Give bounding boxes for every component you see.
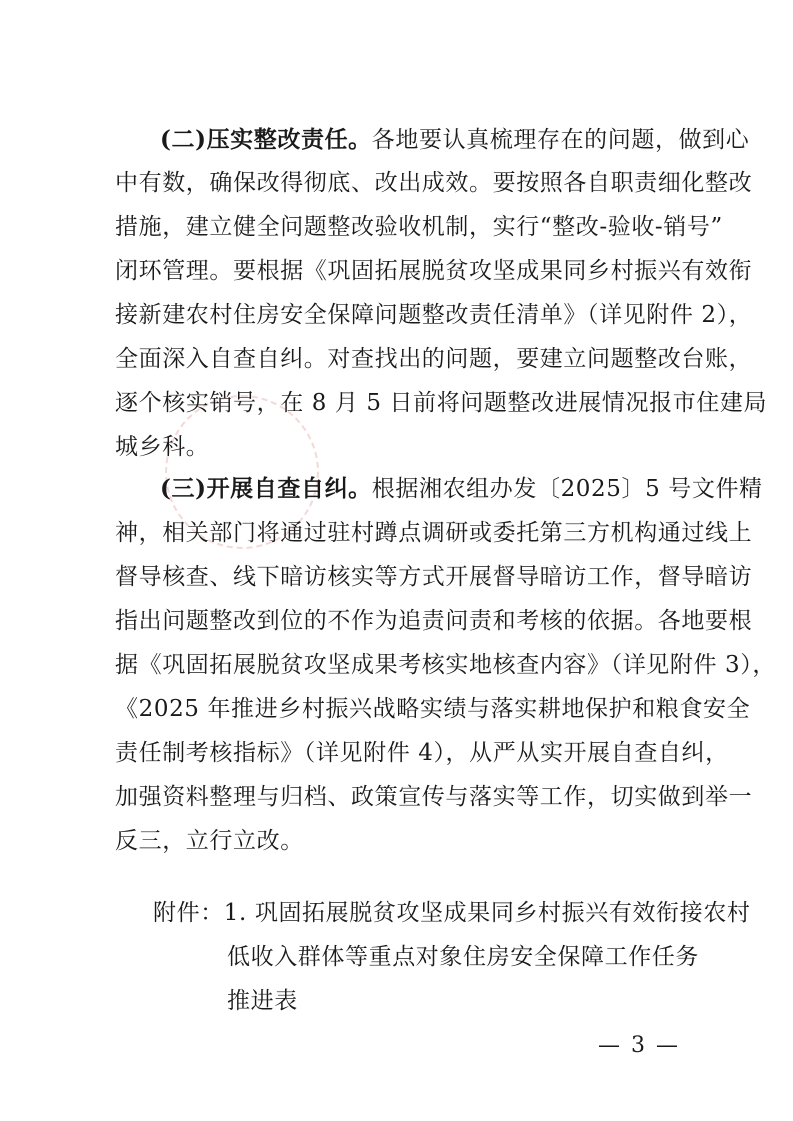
para2-line-1-text: 各地要认真梳理存在的问题，做到心: [371, 127, 750, 153]
attachment-line-1: 附件：1. 巩固拓展脱贫攻坚成果同乡村振兴有效衔接农村: [153, 900, 751, 926]
para3-line-9: 反三，立行立改。: [115, 828, 304, 854]
para3-line-8: 加强资料整理与归档、政策宣传与落实等工作，切实做到举一: [115, 784, 753, 810]
para2-line-3: 措施，建立健全问题整改验收机制，实行“整改-验收-销号”: [115, 214, 723, 240]
para2-heading: (二)压实整改责任。: [160, 126, 372, 153]
para3-line-4: 指出问题整改到位的不作为追责问责和考核的依据。各地要根: [115, 608, 753, 634]
para3-line-1-text: 根据湘农组办发〔2025〕5 号文件精: [371, 476, 763, 502]
attachment-line-3: 推进表: [227, 988, 298, 1014]
para2-line-2: 中有数，确保改得彻底、改出成效。要按照各自职责细化整改: [115, 170, 753, 196]
para3-line-6: 《2025 年推进乡村振兴战略实绩与落实耕地保护和粮食安全: [115, 696, 751, 722]
para2-line-6: 全面深入自查自纠。对查找出的问题，要建立问题整改台账，: [115, 346, 753, 372]
para2-line-7: 逐个核实销号，在 8 月 5 日前将问题整改进展情况报市住建局: [115, 390, 768, 416]
para2-line-4: 闭环管理。要根据《巩固拓展脱贫攻坚成果同乡村振兴有效衔: [115, 258, 753, 284]
para3-heading: (三)开展自查自纠。: [160, 475, 372, 502]
para2-line-5: 接新建农村住房安全保障问题整改责任清单》（详见附件 2），: [115, 302, 753, 328]
page-number: — 3 —: [598, 1033, 680, 1058]
para3-line-3: 督导核查、线下暗访核实等方式开展督导暗访工作，督导暗访: [115, 564, 753, 590]
para3-line-2: 神，相关部门将通过驻村蹲点调研或委托第三方机构通过线上: [115, 520, 753, 546]
para2-line-1: [160, 124, 749, 156]
para3-line-7: 责任制考核指标》（详见附件 4），从严从实开展自查自纠，: [115, 740, 729, 766]
attachment-line-2: 低收入群体等重点对象住房安全保障工作任务: [227, 944, 699, 970]
para2-line-8: 城乡科。: [115, 434, 210, 460]
para3-line-1: [160, 473, 763, 505]
para3-line-5: 据《巩固拓展脱贫攻坚成果考核实地核查内容》（详见附件 3），: [115, 652, 776, 678]
